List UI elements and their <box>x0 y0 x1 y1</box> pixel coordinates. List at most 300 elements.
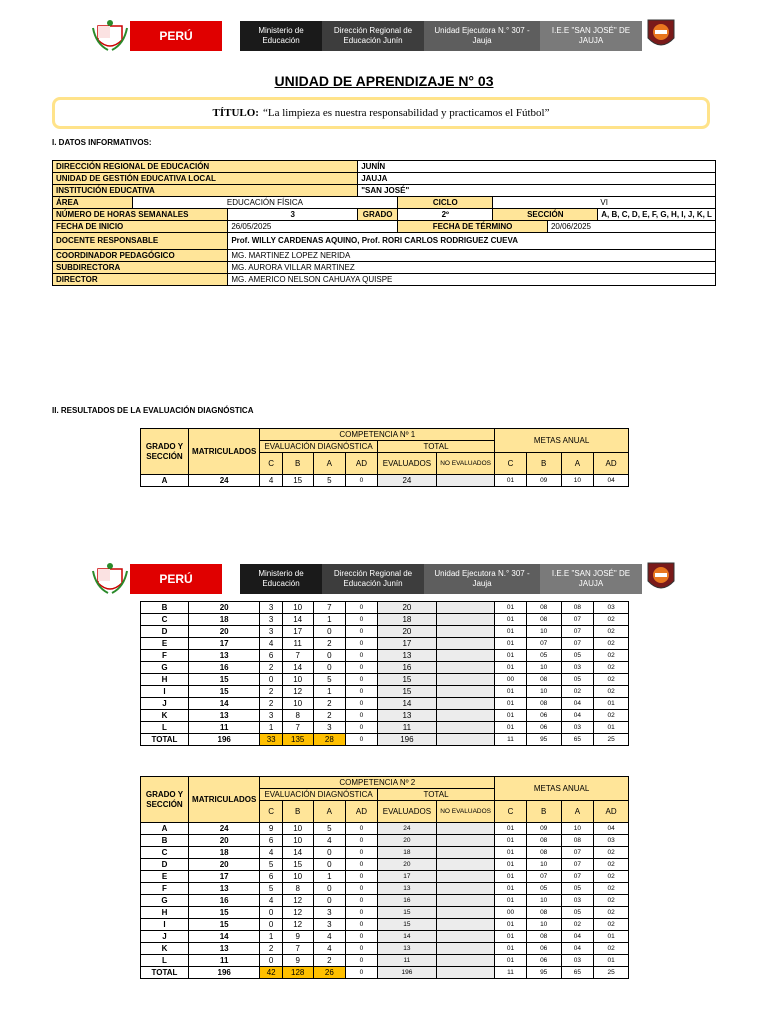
table-cell <box>437 847 495 859</box>
table-cell: 0 <box>260 674 282 686</box>
table-cell: 2 <box>313 698 346 710</box>
table-row <box>141 626 629 638</box>
grado-value: 2º <box>398 209 493 221</box>
table-cell: 01 <box>495 638 527 650</box>
table-cell: 08 <box>526 674 561 686</box>
header-eval-diag: EVALUACIÓN DIAGNÓSTICA <box>260 441 377 453</box>
table-cell: 16 <box>188 662 259 674</box>
table-cell <box>437 823 495 835</box>
table-row <box>141 871 629 883</box>
table-cell: 5 <box>313 674 346 686</box>
table-row <box>141 734 629 746</box>
table-cell: 0 <box>313 883 346 895</box>
table-cell: 25 <box>594 734 629 746</box>
table-cell: 2 <box>260 662 282 674</box>
table-cell: 7 <box>282 722 313 734</box>
table-cell: 12 <box>282 686 313 698</box>
table-cell: 02 <box>594 674 629 686</box>
table-cell <box>437 686 495 698</box>
table-cell: C <box>141 847 189 859</box>
titulo-box <box>52 97 710 129</box>
horas-value: 3 <box>228 209 358 221</box>
table-cell: 07 <box>561 847 594 859</box>
table-cell: H <box>141 907 189 919</box>
table-row <box>141 662 629 674</box>
table-cell: 4 <box>313 835 346 847</box>
table-cell: 02 <box>594 895 629 907</box>
table-cell: 13 <box>188 943 259 955</box>
inicio-label: FECHA DE INICIO <box>53 221 228 233</box>
table-cell: 02 <box>594 847 629 859</box>
table-cell: 7 <box>313 602 346 614</box>
termino-value: 20/06/2025 <box>547 221 715 233</box>
table-row <box>141 859 629 871</box>
iee-label: I.E.E "SAN JOSÉ" DE JAUJA <box>540 21 642 51</box>
table-cell <box>437 883 495 895</box>
table-cell: 07 <box>561 859 594 871</box>
header-grado: GRADO Y SECCIÓN <box>141 777 189 823</box>
table-cell: 4 <box>260 475 282 487</box>
table-cell: 2 <box>260 698 282 710</box>
table-cell: 08 <box>526 602 561 614</box>
table-cell: 28 <box>313 734 346 746</box>
table-cell: 13 <box>377 650 436 662</box>
table-cell <box>437 602 495 614</box>
table-cell: 01 <box>495 823 527 835</box>
document-title: UNIDAD DE APRENDIZAJE N° 03 <box>274 73 494 89</box>
table-cell: 00 <box>495 674 527 686</box>
table-cell <box>437 871 495 883</box>
table-cell: 10 <box>561 823 594 835</box>
table-cell: 26 <box>313 967 346 979</box>
table-cell: 3 <box>260 602 282 614</box>
table-cell: 95 <box>526 734 561 746</box>
table-cell: 10 <box>282 698 313 710</box>
table-cell <box>437 931 495 943</box>
table-row <box>141 674 629 686</box>
table-cell: 0 <box>346 475 378 487</box>
header-metas: METAS ANUAL <box>495 429 629 453</box>
table-cell: 05 <box>561 907 594 919</box>
table-cell: 20 <box>188 835 259 847</box>
table-row <box>141 602 629 614</box>
table-cell: 3 <box>260 614 282 626</box>
table-cell: 0 <box>313 650 346 662</box>
table-cell: 15 <box>282 475 313 487</box>
table-cell: 128 <box>282 967 313 979</box>
table-cell: 5 <box>313 823 346 835</box>
iee-label: I.E.E "SAN JOSÉ" DE JAUJA <box>540 564 642 594</box>
table-cell: 01 <box>594 722 629 734</box>
termino-label: FECHA DE TÉRMINO <box>398 221 548 233</box>
table-cell: C <box>141 614 189 626</box>
table-cell: 02 <box>594 662 629 674</box>
peru-label: PERÚ <box>130 21 222 51</box>
table-cell: 01 <box>495 626 527 638</box>
table-cell: TOTAL <box>141 967 189 979</box>
table-cell: 01 <box>495 710 527 722</box>
unidad-label: Unidad Ejecutora N.° 307 - Jauja <box>424 564 540 594</box>
table-cell: E <box>141 871 189 883</box>
table-row <box>141 907 629 919</box>
seccion-value: A, B, C, D, E, F, G, H, I, J, K, L <box>598 209 716 221</box>
table-cell: 2 <box>260 943 282 955</box>
table-cell: 0 <box>346 710 378 722</box>
table-cell: D <box>141 626 189 638</box>
table-cell: 02 <box>561 919 594 931</box>
table-cell: 15 <box>188 674 259 686</box>
table-cell <box>437 650 495 662</box>
table-cell: 4 <box>313 943 346 955</box>
table-cell: 10 <box>282 835 313 847</box>
table-cell: 01 <box>495 859 527 871</box>
table-cell: 13 <box>377 883 436 895</box>
table-cell: 01 <box>495 662 527 674</box>
table-cell: 16 <box>377 662 436 674</box>
table-cell: 11 <box>377 955 436 967</box>
table-cell: 65 <box>561 734 594 746</box>
table-cell: TOTAL <box>141 734 189 746</box>
table-cell <box>437 967 495 979</box>
table-cell: L <box>141 955 189 967</box>
table-cell <box>437 859 495 871</box>
table-cell: 13 <box>377 710 436 722</box>
table-cell: 08 <box>526 698 561 710</box>
table-cell: 02 <box>594 686 629 698</box>
table-cell: 02 <box>594 710 629 722</box>
table-cell: 7 <box>282 650 313 662</box>
table-cell: 0 <box>346 871 378 883</box>
ugel-label: UNIDAD DE GESTIÓN EDUCATIVA LOCAL <box>53 173 358 185</box>
table-cell: 3 <box>313 907 346 919</box>
table-cell: 0 <box>346 602 378 614</box>
table-row <box>141 698 629 710</box>
table-cell: 17 <box>377 638 436 650</box>
ugel-value: JAUJA <box>358 173 716 185</box>
table-cell: 07 <box>526 871 561 883</box>
table-cell: 0 <box>346 638 378 650</box>
page-header-2 <box>90 561 680 599</box>
table-cell: 9 <box>282 955 313 967</box>
docente-value: Prof. WILLY CARDENAS AQUINO, Prof. RORI CARLOS RODRIGUEZ CUEVA <box>228 233 716 250</box>
table-cell <box>437 895 495 907</box>
section-datos-informativos: I. DATOS INFORMATIVOS: <box>52 138 152 147</box>
table-cell <box>437 919 495 931</box>
table-cell: 03 <box>561 722 594 734</box>
table-cell: 0 <box>346 943 378 955</box>
table-cell: 0 <box>346 967 378 979</box>
ciclo-value: VI <box>493 197 716 209</box>
ie-label: INSTITUCIÓN EDUCATIVA <box>53 185 358 197</box>
header-total: TOTAL <box>377 789 494 801</box>
table-cell: I <box>141 919 189 931</box>
table-cell: 15 <box>377 686 436 698</box>
table-cell: 0 <box>260 919 282 931</box>
table-cell: 10 <box>282 602 313 614</box>
table-row <box>141 919 629 931</box>
table-cell <box>437 722 495 734</box>
table-row <box>141 686 629 698</box>
table-cell: 04 <box>561 943 594 955</box>
table-cell: 16 <box>377 895 436 907</box>
table-cell: 4 <box>260 847 282 859</box>
table-cell: 0 <box>346 823 378 835</box>
table-cell: 0 <box>346 722 378 734</box>
table-cell: 02 <box>594 638 629 650</box>
header-competencia-1: COMPETENCIA Nº 1 <box>260 429 495 441</box>
table-cell: 196 <box>188 967 259 979</box>
table-row <box>141 955 629 967</box>
table-cell: 9 <box>260 823 282 835</box>
table-cell: 20 <box>377 626 436 638</box>
area-value: EDUCACIÓN FÍSICA <box>132 197 397 209</box>
table-row <box>141 847 629 859</box>
coord-label: COORDINADOR PEDAGÓGICO <box>53 250 228 262</box>
table-cell: 01 <box>495 698 527 710</box>
table-cell: 2 <box>260 686 282 698</box>
table-cell: 0 <box>313 662 346 674</box>
ministerio-label: Ministerio de Educación <box>240 564 322 594</box>
table-cell: 02 <box>594 943 629 955</box>
table-cell: 04 <box>561 710 594 722</box>
table-cell: 14 <box>188 698 259 710</box>
table-cell: 02 <box>594 859 629 871</box>
table-cell: 1 <box>313 871 346 883</box>
table-cell: G <box>141 662 189 674</box>
table-cell: 6 <box>260 871 282 883</box>
table-cell: 196 <box>188 734 259 746</box>
table-cell: 04 <box>561 931 594 943</box>
table-cell: 01 <box>495 847 527 859</box>
table-cell: 12 <box>282 919 313 931</box>
table-cell: K <box>141 710 189 722</box>
table-cell: 6 <box>260 835 282 847</box>
table-cell: 06 <box>526 955 561 967</box>
table-cell: 65 <box>561 967 594 979</box>
table-cell: 06 <box>526 722 561 734</box>
table-cell: 01 <box>495 614 527 626</box>
table-cell: 24 <box>188 823 259 835</box>
peru-label: PERÚ <box>130 564 222 594</box>
table-cell: 3 <box>313 919 346 931</box>
table-cell: 15 <box>377 907 436 919</box>
table-cell: 10 <box>282 674 313 686</box>
table-cell: 11 <box>188 722 259 734</box>
table-cell: 18 <box>377 847 436 859</box>
table-cell <box>437 662 495 674</box>
header-matriculados: MATRICULADOS <box>188 777 259 823</box>
table-cell: 03 <box>561 662 594 674</box>
table-row <box>141 722 629 734</box>
table-cell: 02 <box>594 883 629 895</box>
table-cell: 06 <box>526 710 561 722</box>
table-cell: 04 <box>594 823 629 835</box>
table-cell <box>437 710 495 722</box>
table-cell: 02 <box>594 614 629 626</box>
table-row <box>141 967 629 979</box>
table-cell: 24 <box>188 475 259 487</box>
table-cell: 01 <box>495 943 527 955</box>
table-cell: 02 <box>594 650 629 662</box>
table-cell: 5 <box>260 859 282 871</box>
dre-value: JUNÍN <box>358 161 716 173</box>
table-cell: 16 <box>188 895 259 907</box>
table-cell: F <box>141 883 189 895</box>
table-cell: 01 <box>594 698 629 710</box>
table-cell: 0 <box>346 955 378 967</box>
table-cell: 08 <box>526 614 561 626</box>
table-cell <box>437 614 495 626</box>
table-row <box>141 823 629 835</box>
table-cell: 01 <box>495 686 527 698</box>
ie-value: "SAN JOSÉ" <box>358 185 716 197</box>
docente-label: DOCENTE RESPONSABLE <box>53 233 228 250</box>
table-cell: 13 <box>188 710 259 722</box>
table-cell: 03 <box>561 895 594 907</box>
table-cell: 14 <box>282 614 313 626</box>
table-cell: 05 <box>526 650 561 662</box>
table-cell: 0 <box>346 847 378 859</box>
table-cell: 33 <box>260 734 282 746</box>
table-cell: 20 <box>377 835 436 847</box>
table-cell: 15 <box>377 919 436 931</box>
table-cell: 03 <box>594 835 629 847</box>
table-cell <box>437 955 495 967</box>
table-cell: 0 <box>346 919 378 931</box>
table-cell: D <box>141 859 189 871</box>
table-cell: 10 <box>282 871 313 883</box>
dir-value: MG. AMERICO NELSON CAHUAYA QUISPE <box>228 274 716 286</box>
table-cell: 14 <box>282 662 313 674</box>
table-cell: 0 <box>346 674 378 686</box>
table-cell: 4 <box>260 895 282 907</box>
table-cell: I <box>141 686 189 698</box>
table-cell: 17 <box>188 638 259 650</box>
table-cell: 14 <box>188 931 259 943</box>
table-cell: 6 <box>260 650 282 662</box>
table-cell: 02 <box>594 871 629 883</box>
table-row <box>141 895 629 907</box>
table-cell: 15 <box>188 686 259 698</box>
table-cell: 01 <box>594 955 629 967</box>
table-cell <box>437 943 495 955</box>
table-cell: 2 <box>313 955 346 967</box>
grado-label: GRADO <box>358 209 398 221</box>
sub-label: SUBDIRECTORA <box>53 262 228 274</box>
table-cell: 0 <box>260 907 282 919</box>
datos-informativos-table <box>52 160 716 286</box>
table-cell: 07 <box>561 871 594 883</box>
competencia-1-table-continued <box>140 601 629 746</box>
table-cell: 0 <box>346 734 378 746</box>
table-cell: 20 <box>377 602 436 614</box>
table-cell: 08 <box>561 835 594 847</box>
table-row <box>141 883 629 895</box>
table-cell: 0 <box>346 859 378 871</box>
table-cell: 10 <box>561 475 594 487</box>
table-cell: 1 <box>313 614 346 626</box>
table-cell <box>437 674 495 686</box>
table-cell <box>437 698 495 710</box>
table-cell: 0 <box>313 626 346 638</box>
peru-coat-of-arms-icon <box>90 561 130 597</box>
table-cell: 10 <box>526 686 561 698</box>
table-cell: J <box>141 698 189 710</box>
section-resultados: II. RESULTADOS DE LA EVALUACIÓN DIAGNÓSTICA <box>52 406 254 415</box>
table-cell: 01 <box>495 602 527 614</box>
table-cell: 0 <box>346 662 378 674</box>
titulo-text: “La limpieza es nuestra responsabilidad y practicamos el Fútbol” <box>262 107 550 119</box>
table-cell: 18 <box>377 614 436 626</box>
table-cell: 20 <box>188 602 259 614</box>
page-header <box>90 18 680 56</box>
table-cell: 07 <box>561 638 594 650</box>
table-cell: 11 <box>188 955 259 967</box>
competencia-1-table: GRADO Y SECCIÓN MATRICULADOS COMPETENCIA Nº 1 METAS ANUAL EVALUACIÓN DIAGNÓSTICA TOTAL C B A AD EVALUADOS NO EVALUADOS C B A AD A 24 4 15 5 0 24 01 09 10 04 <box>140 428 629 487</box>
table-row <box>141 835 629 847</box>
table-cell: 0 <box>346 931 378 943</box>
table-cell: 196 <box>377 967 436 979</box>
table-cell: 09 <box>526 823 561 835</box>
horas-label: NÚMERO DE HORAS SEMANALES <box>53 209 228 221</box>
table-cell: 10 <box>526 919 561 931</box>
direccion-label: Dirección Regional de Educación Junín <box>322 564 424 594</box>
table-cell: 02 <box>594 919 629 931</box>
table-cell <box>437 835 495 847</box>
table-cell: 20 <box>377 859 436 871</box>
table-cell: 05 <box>561 883 594 895</box>
table-cell: 24 <box>377 475 436 487</box>
table-cell: 01 <box>495 895 527 907</box>
school-emblem-icon <box>646 18 676 52</box>
table-cell: 10 <box>282 823 313 835</box>
table-cell: 01 <box>495 883 527 895</box>
header-matriculados: MATRICULADOS <box>188 429 259 475</box>
table-cell: 12 <box>282 907 313 919</box>
school-emblem-icon <box>646 561 676 595</box>
table-cell: 0 <box>313 895 346 907</box>
table-row <box>141 943 629 955</box>
table-cell: 07 <box>561 626 594 638</box>
table-cell <box>437 626 495 638</box>
table-cell: 8 <box>282 710 313 722</box>
table-cell: 4 <box>313 931 346 943</box>
table-cell: 02 <box>594 626 629 638</box>
table-cell: 1 <box>313 686 346 698</box>
table-cell: 12 <box>282 895 313 907</box>
table-row <box>141 650 629 662</box>
table-cell: 9 <box>282 931 313 943</box>
table-cell: A <box>141 823 189 835</box>
table-cell: 10 <box>526 662 561 674</box>
header-competencia-2: COMPETENCIA Nº 2 <box>260 777 495 789</box>
table-cell: 02 <box>594 907 629 919</box>
table-cell: 11 <box>377 722 436 734</box>
table-cell: 2 <box>313 638 346 650</box>
table-cell: 06 <box>526 943 561 955</box>
table-cell: 08 <box>526 931 561 943</box>
table-cell: 15 <box>188 919 259 931</box>
table-cell: 14 <box>282 847 313 859</box>
table-cell: 17 <box>188 871 259 883</box>
table-cell: 1 <box>260 722 282 734</box>
table-cell <box>437 638 495 650</box>
table-cell: 10 <box>526 626 561 638</box>
table-cell: 01 <box>594 931 629 943</box>
table-cell: F <box>141 650 189 662</box>
table-cell: 3 <box>260 626 282 638</box>
table-cell: 1 <box>260 931 282 943</box>
